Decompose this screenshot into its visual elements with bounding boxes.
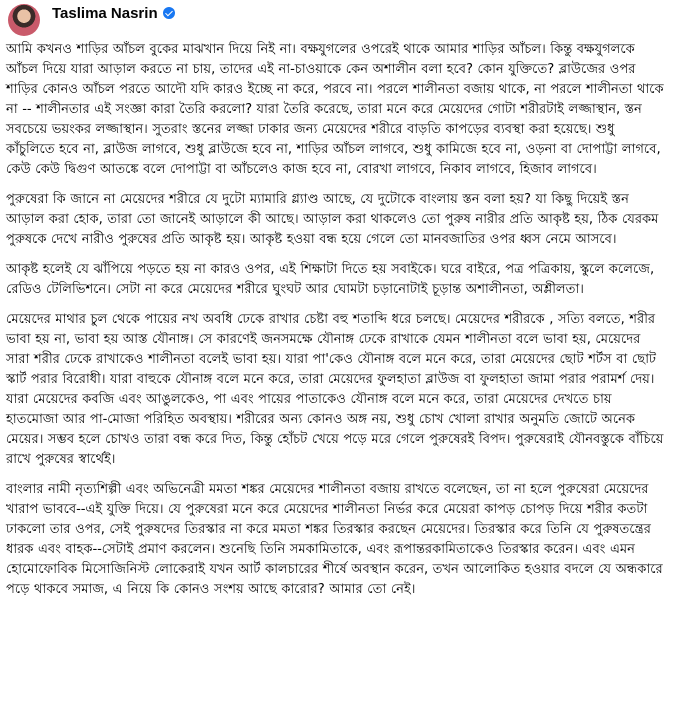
author-name[interactable]: Taslima Nasrin [52, 4, 158, 22]
post-text [6, 40, 667, 600]
post-header [6, 0, 667, 40]
post-paragraph-3: আকৃষ্ট হলেই যে ঝাঁপিয়ে পড়তে হয় না কারও ওপর, এই শিক্ষাটা দিতে হয় সবাইকে। ঘরে বাইরে, পত্র পত্রিকায়, স্কুলে কলেজে, রেডিও টেলিভিশনে। সেটা না করে মেয়েদের শরীরে ঘুংঘট আর ঘোমটা চড়ানোটাই চূড়ান্ত অশালীনতা, অশ্লীলতা। [6, 262, 655, 297]
post-paragraph-1: আমি কখনও শাড়ির আঁচল বুকের মাঝখান দিয়ে নিই না। বক্ষযুগলের ওপরেই থাকে আমার শাড়ির আঁচল। কিন্তু বক্ষযুগলকে আঁচল দিয়ে যারা আড়াল করতে না চায়, তাদের এই না-চাওয়াকে কেন অশালীন বলা হবে? কোন যুক্তিতে? ব্লাউজের ওপর শাড়ির কোনও আঁচল পরতে আদৌ যদি কারও ইচ্ছে না করে, পরবে না। পরলে শালীনতা বজায় থাকে, না পরলে শালীনতা থাকে না -- শালীনতার এই সংজ্ঞা কারা তৈরি করলো? যারা তৈরি করেছে, তারা মনে করে মেয়েদের গোটা শরীরটাই লজ্জাস্থান, স্তন সবচেয়ে ভয়ংকর লজ্জাস্থান। সুতরাং স্তনের লজ্জা ঢাকার জন্য মেয়েদের শরীরে বাড়তি কাপড়ের ব্যবস্থা করা হয়েছে। শুধু কাঁচুলিতে হবে না, ব্লাউজ লাগবে, শুধু ব্লাউজে হবে না, শাড়ির আঁচল লাগবে, শুধু কামিজে হবে না, ওড়না বা দোপাট্টা লাগবে, কেউ কেউ দ্বিগুণ আতঙ্কে বলে দোপাট্টা বা আঁচলেও কাজ হবে না, বোরখা লাগবে, নিকাব লাগবে, হিজাব লাগবে। [6, 42, 664, 177]
post-paragraph-2: পুরুষেরা কি জানে না মেয়েদের শরীরে যে দুটো ম্যামারি গ্ল্যাণ্ড আছে, যে দুটোকে বাংলায় স্তন বলা হয়? যা কিছু দিয়েই স্তন আড়াল করা হোক, তারা তো জানেই আড়ালে কী আছে। আড়াল করা থাকলেও তো পুরুষ নারীর প্রতি আকৃষ্ট হয়, ঠিক যেরকম পুরুষকে দেখে নারীও পুরুষের প্রতি আকৃষ্ট হয়। আকৃষ্ট হওয়া বন্ধ হয়ে গেলে তো মানবজাতির ওপর ধ্বস নেমে আসবে। [6, 192, 659, 247]
verified-badge-icon [163, 7, 175, 19]
post-paragraph-4: মেয়েদের মাথার চুল থেকে পায়ের নখ অবধি ঢেকে রাখার চেষ্টা বহু শতাব্দি ধরে চলছে। মেয়েদের শরীরকে , সত্যি বলতে, শরীর ভাবা হয় না, ভাবা হয় আস্ত যৌনাঙ্গ। সে কারণেই জনসমক্ষে যৌনাঙ্গ ঢেকে রাখাকে যেমন শালীনতা বলে ভাবা হয়, মেয়েদের সারা শরীর ঢেকে রাখাকেও শালীনতা বলেই ভাবা হয়। যারা পা'কেও যৌনাঙ্গ বলে মনে করে, তারা মেয়েদের ছোট শর্টস বা ছোট স্কার্ট পরার বিরোধী। যারা বাহুকে যৌনাঙ্গ বলে মনে করে, তারা মেয়েদের ফুলহাতা ব্লাউজ বা ফুলহাতা জামা পরার পরামর্শ দেয়। যারা মেয়েদের কবজি এবং আঙুলকেও, পা এবং পায়ের পাতাকেও যৌনাঙ্গ বলে মনে করে, তারা মেয়েদের দেখতে চায় হাতমোজা আর পা-মোজা পরিহিত অবস্থায়। শরীরের অন্য কোনও অঙ্গ নয়, শুধু চোখ খোলা রাখার অনুমতি জোটে অনেক মেয়ের। সম্ভব হলে চোখও তারা বন্ধ করে দিত, কিন্তু হোঁচট খেয়ে পড়ে মরে গেলে পুরুষেরই বিপদ। পুরুষেরাই যৌনবস্তুকে বাঁচিয়ে রাখে পুরুষের স্বার্থেই। [6, 312, 664, 467]
author-avatar[interactable] [8, 4, 40, 36]
post-paragraph-5: বাংলার নামী নৃত্যশিল্পী এবং অভিনেত্রী মমতা শঙ্কর মেয়েদের শালীনতা বজায় রাখতে বলেছেন, তা না হলে পুরুষেরা মেয়েদের খারাপ ভাববে--এই যুক্তি দিয়ে। যে পুরুষেরা মনে করে মেয়েদের শালীনতা নির্ভর করে মেয়েরা কাপড় চোপড় দিয়ে শরীর কতটা ঢাকলো তার ওপর, সেই পুরুষদের তিরস্কার না করে মমতা শঙ্কর তিরস্কার করছেন মেয়েদের। তিরস্কার করে তিনি যে পুরুষতন্ত্রের ধারক এবং বাহক--সেটাই প্রমাণ করলেন। শুনেছি তিনি সমকামিতাকে, এবং রূপান্তরকামিতাকেও তিরস্কার করেন। এবং এমন হোমোফোবিক মিসোজিনিস্ট লোকেরাই যখন আর্ট কালচারের শীর্ষে অবস্থান করেন, তখন আলোকিত হওয়ার বদলে যে অন্ধকারে পড়ে থাকবে সমাজ, এ নিয়ে কি কোনও সংশয় আছে কারোর? আমার তো নেই। [6, 482, 663, 597]
